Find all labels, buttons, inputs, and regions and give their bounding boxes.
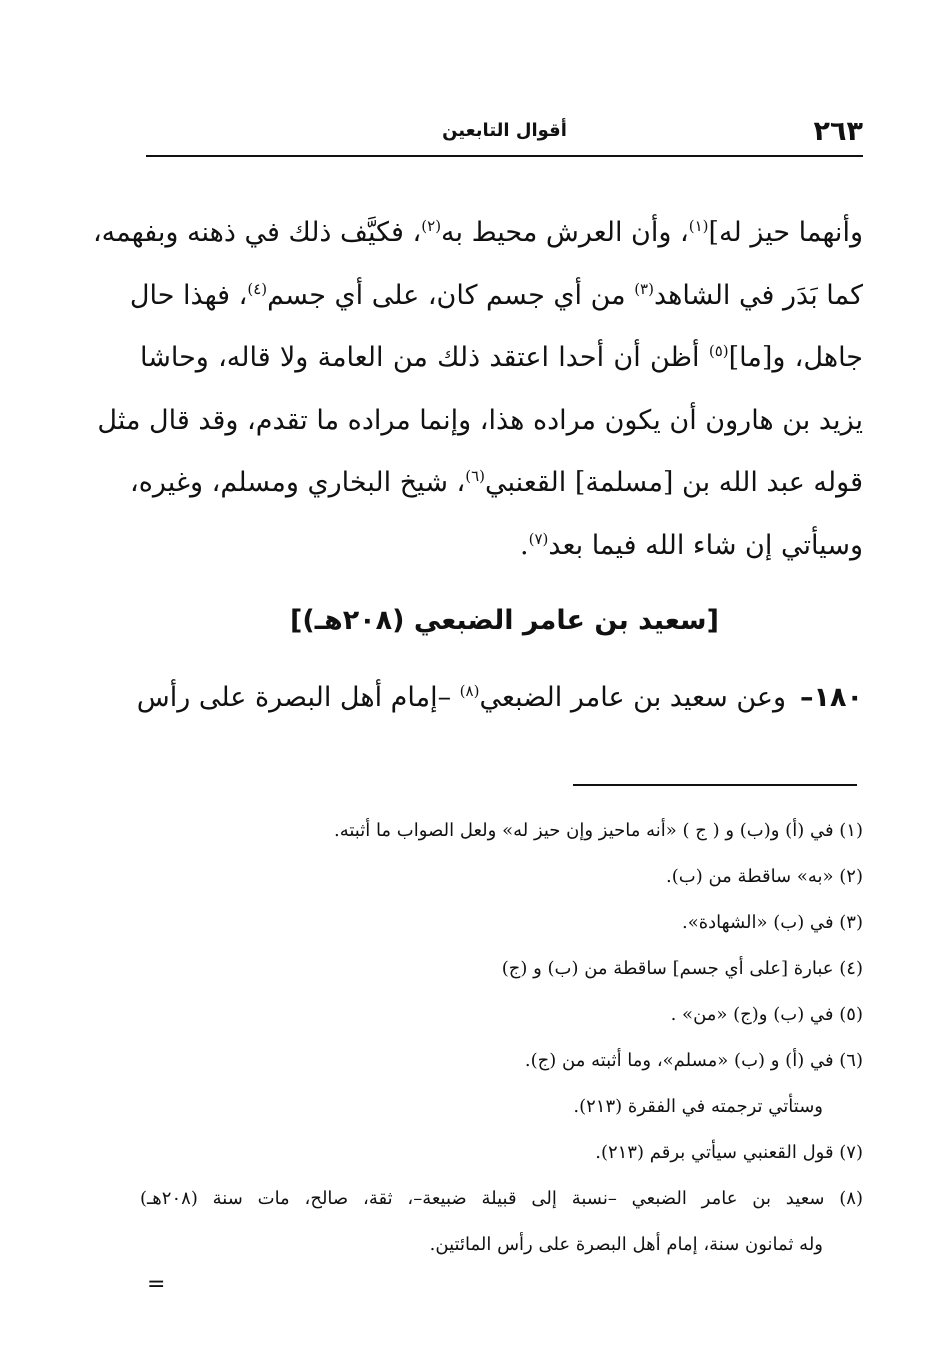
page-header <box>146 110 863 156</box>
footnote-3: (٣) في (ب) «الشهادة». <box>681 912 863 933</box>
text-line-3: جاهل، و[ما]$^{(٥)}$ أظن أن أحدا اعتقد ذلك من العامة ولا قاله، وحاشا <box>140 342 863 373</box>
footnote-2: (٢) «به» ساقطة من (ب). <box>666 866 863 887</box>
entry-number: ١٨٠– <box>800 682 863 713</box>
footnote-6-continued: وستأتي ترجمته في الفقرة (٢١٣). <box>573 1096 823 1117</box>
footnote-1: (١) في (أ) و(ب) و ( ج ) «أنه ماحيز وإن حيز له» ولعل الصواب ما أثبته. <box>333 820 863 841</box>
footnotes <box>140 808 863 1268</box>
footnote-ref-3[interactable]: (٣) <box>634 279 654 298</box>
footnote-6: (٦) في (أ) و (ب) «مسلم»، وما أثبته من (ج). <box>524 1050 863 1071</box>
text-line-6: وسيأتي إن شاء الله فيما بعد$^{(٧)}$. <box>520 529 863 561</box>
footnote-7: (٧) قول القعنبي سيأتي برقم (٢١٣). <box>595 1142 863 1163</box>
text-line-5: قوله عبد الله بن [مسلمة] القعنبي$^{(٦)}$، شيخ البخاري ومسلم، وغيره، <box>130 467 863 498</box>
footnote-ref-5[interactable]: (٥) <box>708 342 729 360</box>
footnote-4: (٤) عبارة [على أي جسم] ساقطة من (ب) و (ج) <box>501 958 863 979</box>
running-title: أقوال التابعين <box>442 120 567 141</box>
footnote-ref-6[interactable]: (٦) <box>465 467 486 485</box>
text-line-2: كما بَدَر في الشاهد$^{(٣)}$ من أي جسم كان، على أي جسم$^{(٤)}$، فهذا حال <box>129 279 863 311</box>
header-rule <box>146 155 863 157</box>
main-text <box>92 202 863 577</box>
footnote-5: (٥) في (ب) و(ج) «من» . <box>670 1004 863 1025</box>
footnote-ref-2[interactable]: (٢) <box>421 217 442 235</box>
section-heading: [سعيد بن عامر الضبعي (٢٠٨هـ)] <box>290 605 719 636</box>
footnote-ref-7[interactable]: (٧) <box>528 529 549 548</box>
footnote-ref-8[interactable]: (٨) <box>459 682 480 700</box>
footnote-8: (٨) سعيد بن عامر الضبعي –نسبة إلى قبيلة ضبيعة–، ثقة، صالح، مات سنة (٢٠٨هـ) <box>140 1188 863 1209</box>
footnote-ref-1[interactable]: (١) <box>688 217 709 235</box>
footnote-ref-4[interactable]: (٤) <box>247 279 268 298</box>
text-line-4: يزيد بن هارون أن يكون مراده هذا، وإنما مراده ما تقدم، وقد قال مثل <box>97 404 863 436</box>
footnote-8-continued: وله ثمانون سنة، إمام أهل البصرة على رأس المائتين. <box>429 1234 823 1255</box>
text-line-1: وأنهما حيز له]$^{(١)}$، وأن العرش محيط به$^{(٢)}$، فكيَّف ذلك في ذهنه وبفهمه، <box>92 217 863 248</box>
page-number: ٢٦٣ <box>813 116 863 147</box>
entry-180: ١٨٠–وعن سعيد بن عامر الضبعي$^{(٨)}$ –إمام أهل البصرة على رأس <box>136 682 863 713</box>
continuation-mark: = <box>147 1272 166 1297</box>
footnote-rule <box>573 784 857 786</box>
